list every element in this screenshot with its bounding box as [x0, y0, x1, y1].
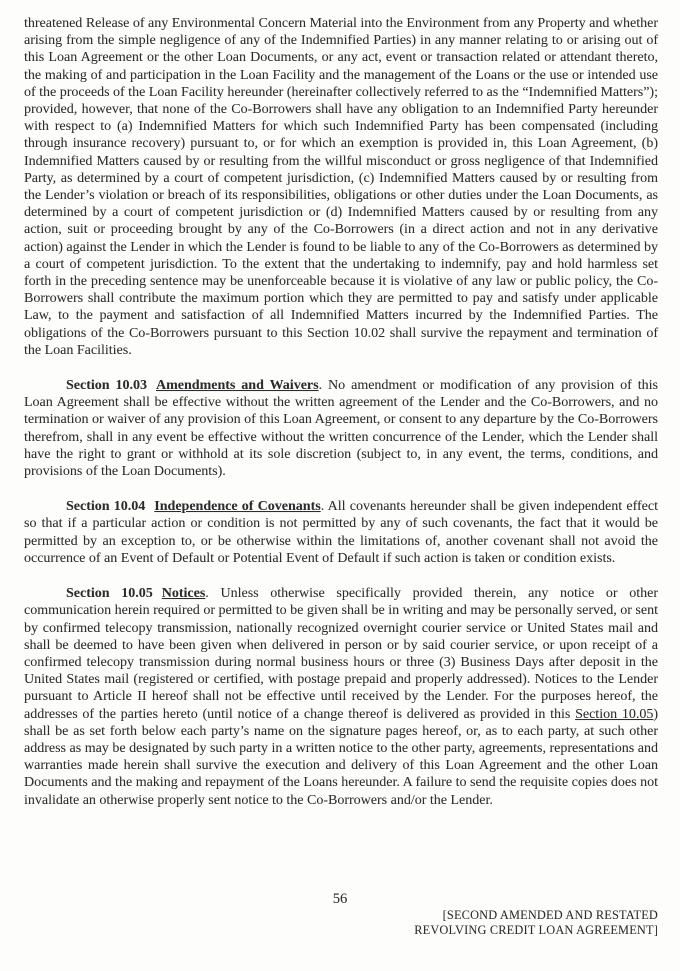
section-10-03-label: Section 10.03: [66, 378, 148, 394]
page-number: 56: [332, 891, 348, 907]
section-10-04-heading: Independence of Covenants: [154, 499, 321, 515]
continuation-paragraph: threatened Release of any Environmental Concern Material into the Environment from any Property and whether arising from the simple negligence of any of the Indemnified Parties) in any manner relating to or arising out of this Loan Agreement or the other Loan Documents, or any act, event or transaction related or attendant thereto, the making of and participation in the Loan Facility and the management of the Loans or the use or intended use of the proceeds of the Loan Facility hereunder (hereinafter collectively referred to as the “Indemnified Matters”); provided, however, that none of the Co-Borrowers shall have any obligation to an Indemnified Party hereunder with respect to (a) Indemnified Matters for which such Indemnified Party has been compensated (including through insurance recovery) pursuant to, or for which an exemption is provided in, this Loan Agreement, (b) Indemnified Matters caused by or resulting from the willful misconduct or gross negligence of that Indemnified Party, as determined by a court of competent jurisdiction, (c) Indemnified Matters caused by or resulting from the Lender’s violation or breach of its responsibilities, obligations or other duties under the Loan Documents, as determined by a court of competent jurisdiction or (d) Indemnified Matters caused by or resulting from any action, suit or proceeding brought by any of the Co-Borrowers (in a direct action and not in any derivative action) against the Lender in which the Lender is found to be liable to any of the Co-Borrowers as determined by a court of competent jurisdiction. To the extent that the undertaking to indemnify, pay and hold harmless set forth in the preceding sentence may be unenforceable because it is violative of any law or public policy, the Co-Borrowers shall contribute the maximum portion which they are permitted to pay and satisfy under applicable Law, to the payment and satisfaction of all Indemnified Matters incurred by the Indemnified Parties. The obligations of the Co-Borrowers pursuant to this Section 10.02 shall survive the repayment and termination of the Loan Facilities.: [24, 16, 658, 358]
footer-caption-line-1: [SECOND AMENDED AND RESTATED: [442, 908, 658, 922]
section-10-03-paragraph: [24, 377, 658, 480]
section-10-05-cross-reference: Section 10.05: [575, 706, 654, 722]
section-10-03-heading: Amendments and Waivers: [156, 378, 319, 394]
section-10-05-text-after-reference: ) shall be as set forth below each party’s name on the signature pages hereof, or, as to each party, at such other address as may be designated by such party in a written notice to the other party, agreements, representations and warranties made herein shall survive the execution and delivery of this Loan Agreement and the other Loan Documents and the making and repayment of the Loans hereunder. A failure to send the requisite copies does not invalidate an otherwise properly sent notice to the Co-Borrowers and/or the Lender.: [24, 706, 659, 808]
section-10-04-label: Section 10.04: [66, 499, 146, 515]
section-10-04-text: . All covenants hereunder shall be given independent effect so that if a particular action or condition is not permitted by any of such covenants, the fact that it would be permitted by an exception to, or be otherwise within the limitations of, another covenant shall not avoid the occurrence of an Event of Default or Potential Event of Default if such action is taken or condition exists.: [24, 499, 658, 566]
footer-caption-line-2: REVOLVING CREDIT LOAN AGREEMENT]: [414, 922, 658, 937]
section-10-04-paragraph: [24, 498, 658, 567]
section-10-05-label: Section 10.05: [66, 586, 153, 602]
section-10-05-paragraph: [24, 585, 658, 809]
footer-caption: [414, 908, 658, 937]
section-10-03-text: . No amendment or modification of any provision of this Loan Agreement shall be effective without the written agreement of the Lender and the Co-Borrowers, and no termination or waiver of any provision of this Loan Agreement, or consent to any departure by the Co-Borrowers therefrom, shall in any event be effective without the written concurrence of the Lender, which the Lender shall have the right to grant or withhold at its sole discretion (subject to, in any event, the terms, conditions, and provisions of the Loan Documents).: [24, 378, 658, 480]
section-10-05-text: . Unless otherwise specifically provided therein, any notice or other communication herein required or permitted to be given shall be in writing and may be personally served, or sent by confirmed telecopy transmission, nationally recognized overnight courier service or United States mail and shall be deemed to have been given when delivered in person or by said courier service, or upon receipt of a confirmed telecopy transmission during normal business hours or three (3) Business Days after deposit in the United States mail (registered or certified, with postage prepaid and properly addressed). Notices to the Lender pursuant to Article II hereof shall not be effective until received by the Lender. For the purposes hereof, the addresses of the parties hereto (until notice of a change thereof is delivered as provided in this: [24, 586, 659, 722]
section-10-05-heading: Notices: [161, 586, 206, 602]
